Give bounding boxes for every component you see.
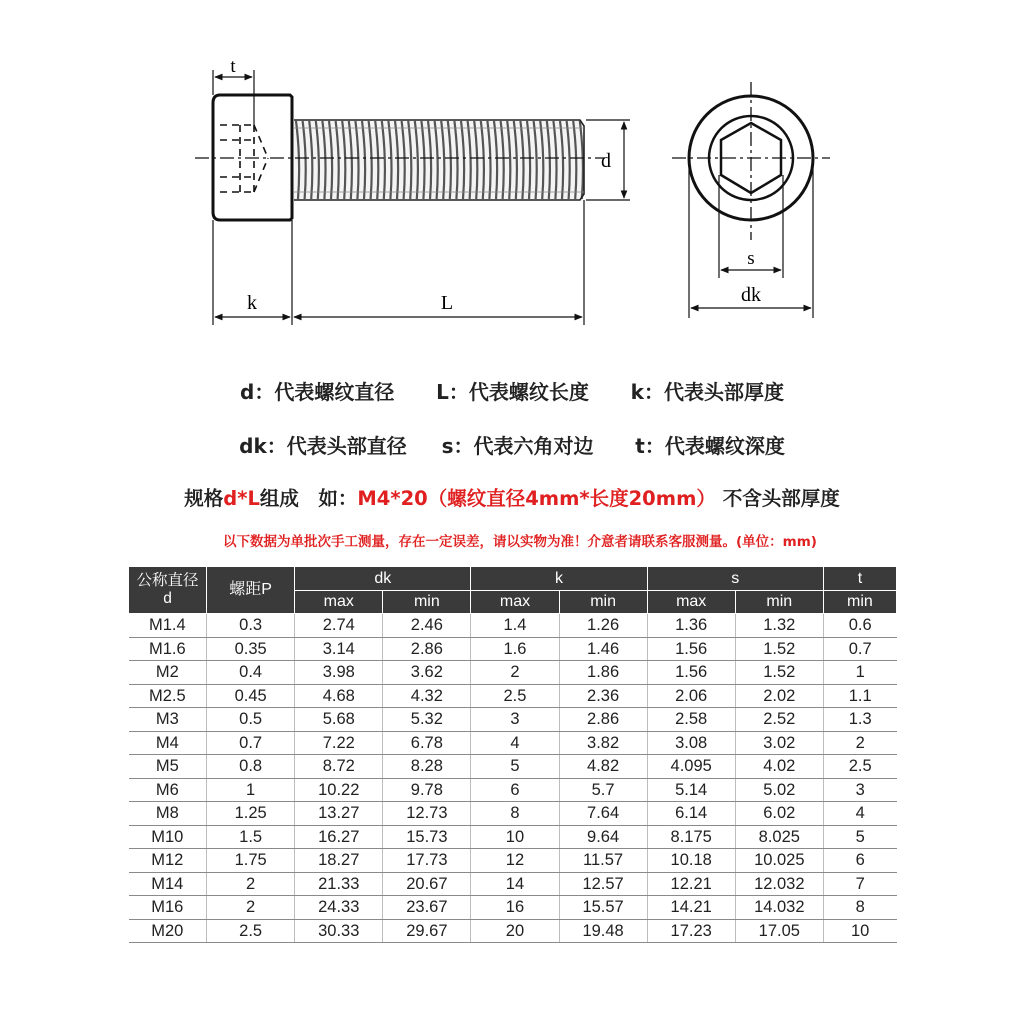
- table-cell: 2.46: [383, 614, 471, 638]
- table-row: [129, 731, 897, 755]
- dim-d: [586, 120, 630, 200]
- legend-t: t：代表螺纹深度: [635, 434, 785, 458]
- table-cell: 1.86: [559, 661, 647, 685]
- table-cell: 1.52: [735, 637, 823, 661]
- table-cell: 5.02: [735, 778, 823, 802]
- legend-dk: dk：代表头部直径: [239, 434, 407, 458]
- table-cell: M5: [129, 755, 207, 779]
- table-cell: M10: [129, 825, 207, 849]
- table-cell: 14.032: [735, 896, 823, 920]
- table-cell: 2.06: [647, 684, 735, 708]
- spec-table-body: [129, 614, 897, 943]
- table-cell: M16: [129, 896, 207, 920]
- table-cell: 5: [823, 825, 896, 849]
- spec-table: [128, 566, 897, 943]
- table-cell: 18.27: [295, 849, 383, 873]
- table-cell: 10.22: [295, 778, 383, 802]
- label-t: t: [230, 56, 236, 77]
- table-cell: 16.27: [295, 825, 383, 849]
- table-cell: 5.7: [559, 778, 647, 802]
- table-row: [129, 755, 897, 779]
- table-cell: 2.74: [295, 614, 383, 638]
- table-cell: 10.025: [735, 849, 823, 873]
- header-dk: dk: [295, 567, 471, 591]
- screw-shank: [294, 120, 584, 200]
- label-d: d: [601, 150, 611, 172]
- table-cell: M4: [129, 731, 207, 755]
- table-cell: M14: [129, 872, 207, 896]
- table-cell: 0.8: [207, 755, 295, 779]
- table-cell: 1.52: [735, 661, 823, 685]
- table-cell: 7.22: [295, 731, 383, 755]
- table-cell: 4.82: [559, 755, 647, 779]
- table-cell: 6.14: [647, 802, 735, 826]
- table-cell: 2: [207, 872, 295, 896]
- legend-row-1: [0, 376, 1024, 405]
- table-cell: 5.14: [647, 778, 735, 802]
- table-cell: 6: [823, 849, 896, 873]
- table-cell: M8: [129, 802, 207, 826]
- table-cell: 2.86: [383, 637, 471, 661]
- table-row: [129, 708, 897, 732]
- table-cell: M6: [129, 778, 207, 802]
- table-cell: 13.27: [295, 802, 383, 826]
- measurement-notice: 以下数据为单批次手工测量，存在一定误差，请以实物为准！介意者请联系客服测量。(单位：mm): [223, 534, 817, 550]
- table-cell: 1.36: [647, 614, 735, 638]
- table-cell: 10.18: [647, 849, 735, 873]
- table-cell: 1: [207, 778, 295, 802]
- table-cell: 7: [823, 872, 896, 896]
- table-cell: 11.57: [559, 849, 647, 873]
- table-cell: 10: [471, 825, 559, 849]
- header-s-min: min: [735, 591, 823, 614]
- header-s-max: max: [647, 591, 735, 614]
- table-cell: 20.67: [383, 872, 471, 896]
- table-cell: 30.33: [295, 919, 383, 943]
- table-cell: 1.26: [559, 614, 647, 638]
- table-row: [129, 872, 897, 896]
- table-cell: 15.73: [383, 825, 471, 849]
- table-cell: 17.05: [735, 919, 823, 943]
- table-cell: 1: [823, 661, 896, 685]
- table-cell: 2.36: [559, 684, 647, 708]
- header-s: s: [647, 567, 823, 591]
- label-L: L: [440, 292, 454, 314]
- table-cell: 1.4: [471, 614, 559, 638]
- table-cell: 14.21: [647, 896, 735, 920]
- table-cell: 3: [471, 708, 559, 732]
- table-cell: 4: [823, 802, 896, 826]
- table-row: [129, 614, 897, 638]
- table-cell: 3.62: [383, 661, 471, 685]
- table-cell: 3.02: [735, 731, 823, 755]
- legend-row-2: [0, 430, 1024, 459]
- table-cell: 8.175: [647, 825, 735, 849]
- table-cell: 6: [471, 778, 559, 802]
- table-row: [129, 661, 897, 685]
- spec-formula: d*L: [223, 487, 260, 510]
- spec-example: M4*20（螺纹直径4mm*长度20mm）: [357, 487, 716, 510]
- table-cell: 15.57: [559, 896, 647, 920]
- table-cell: 3.14: [295, 637, 383, 661]
- table-cell: M2.5: [129, 684, 207, 708]
- table-cell: 9.64: [559, 825, 647, 849]
- table-cell: 3.82: [559, 731, 647, 755]
- table-row: [129, 684, 897, 708]
- table-cell: M2: [129, 661, 207, 685]
- table-cell: 2.58: [647, 708, 735, 732]
- table-cell: 0.35: [207, 637, 295, 661]
- table-cell: 4.095: [647, 755, 735, 779]
- header-t-min: min: [823, 591, 896, 614]
- table-cell: 6.02: [735, 802, 823, 826]
- table-cell: 2: [823, 731, 896, 755]
- legend-L: L：代表螺纹长度: [436, 380, 589, 404]
- table-cell: 2.52: [735, 708, 823, 732]
- spec-line: [0, 483, 1024, 511]
- table-cell: 8.72: [295, 755, 383, 779]
- table-cell: 0.7: [823, 637, 896, 661]
- table-cell: M3: [129, 708, 207, 732]
- table-cell: M12: [129, 849, 207, 873]
- table-cell: 1.46: [559, 637, 647, 661]
- table-cell: 17.73: [383, 849, 471, 873]
- table-row: [129, 778, 897, 802]
- screw-head-top: [672, 82, 830, 240]
- table-cell: 17.23: [647, 919, 735, 943]
- header-dk-min: min: [383, 591, 471, 614]
- table-cell: 1.25: [207, 802, 295, 826]
- table-row: [129, 825, 897, 849]
- table-cell: 7.64: [559, 802, 647, 826]
- spec-suffix: 不含头部厚度: [722, 487, 840, 510]
- table-cell: 21.33: [295, 872, 383, 896]
- table-cell: 1.75: [207, 849, 295, 873]
- table-cell: 0.5: [207, 708, 295, 732]
- table-cell: 20: [471, 919, 559, 943]
- table-cell: M1.6: [129, 637, 207, 661]
- header-pitch: 螺距P: [207, 567, 295, 614]
- table-cell: 8: [471, 802, 559, 826]
- spec-prefix: 规格: [184, 487, 224, 510]
- table-cell: 12.032: [735, 872, 823, 896]
- legend-k: k：代表头部厚度: [630, 380, 784, 404]
- table-row: [129, 637, 897, 661]
- header-t: t: [823, 567, 896, 591]
- table-cell: 4.32: [383, 684, 471, 708]
- table-cell: 2.02: [735, 684, 823, 708]
- table-cell: 1.1: [823, 684, 896, 708]
- label-dk: dk: [741, 284, 761, 306]
- header-k: k: [471, 567, 647, 591]
- table-cell: 1.32: [735, 614, 823, 638]
- screw-diagram: [0, 0, 1024, 360]
- table-cell: 3: [823, 778, 896, 802]
- table-cell: 8.28: [383, 755, 471, 779]
- table-cell: 24.33: [295, 896, 383, 920]
- table-cell: 0.4: [207, 661, 295, 685]
- table-cell: 14: [471, 872, 559, 896]
- table-cell: M1.4: [129, 614, 207, 638]
- header-nominal-diameter: 公称直径 d: [129, 567, 207, 614]
- table-cell: 12.21: [647, 872, 735, 896]
- label-s: s: [747, 248, 755, 269]
- table-cell: 1.3: [823, 708, 896, 732]
- table-cell: 4.02: [735, 755, 823, 779]
- legend-s: s：代表六角对边: [441, 434, 594, 458]
- table-cell: 2: [471, 661, 559, 685]
- table-row: [129, 896, 897, 920]
- table-cell: 2.5: [471, 684, 559, 708]
- table-cell: 2.5: [207, 919, 295, 943]
- table-cell: 1.56: [647, 661, 735, 685]
- table-cell: M20: [129, 919, 207, 943]
- table-cell: 6.78: [383, 731, 471, 755]
- table-cell: 5.32: [383, 708, 471, 732]
- header-dk-max: max: [295, 591, 383, 614]
- table-row: [129, 802, 897, 826]
- table-cell: 4.68: [295, 684, 383, 708]
- table-cell: 12.57: [559, 872, 647, 896]
- table-cell: 0.7: [207, 731, 295, 755]
- table-cell: 1.56: [647, 637, 735, 661]
- table-cell: 3.08: [647, 731, 735, 755]
- table-cell: 1.6: [471, 637, 559, 661]
- table-cell: 2: [207, 896, 295, 920]
- table-cell: 8: [823, 896, 896, 920]
- table-cell: 10: [823, 919, 896, 943]
- table-row: [129, 919, 897, 943]
- table-cell: 8.025: [735, 825, 823, 849]
- label-k: k: [247, 292, 257, 314]
- table-row: [129, 849, 897, 873]
- table-cell: 5: [471, 755, 559, 779]
- table-cell: 16: [471, 896, 559, 920]
- table-cell: 2.86: [559, 708, 647, 732]
- table-cell: 1.5: [207, 825, 295, 849]
- table-cell: 0.6: [823, 614, 896, 638]
- table-cell: 12.73: [383, 802, 471, 826]
- table-cell: 0.45: [207, 684, 295, 708]
- header-k-max: max: [471, 591, 559, 614]
- table-cell: 19.48: [559, 919, 647, 943]
- table-cell: 29.67: [383, 919, 471, 943]
- table-cell: 3.98: [295, 661, 383, 685]
- table-cell: 12: [471, 849, 559, 873]
- header-k-min: min: [559, 591, 647, 614]
- table-cell: 9.78: [383, 778, 471, 802]
- table-cell: 0.3: [207, 614, 295, 638]
- table-cell: 4: [471, 731, 559, 755]
- table-cell: 23.67: [383, 896, 471, 920]
- spec-middle: 组成 如：: [259, 487, 358, 510]
- table-cell: 2.5: [823, 755, 896, 779]
- legend-d: d：代表螺纹直径: [240, 380, 395, 404]
- table-cell: 5.68: [295, 708, 383, 732]
